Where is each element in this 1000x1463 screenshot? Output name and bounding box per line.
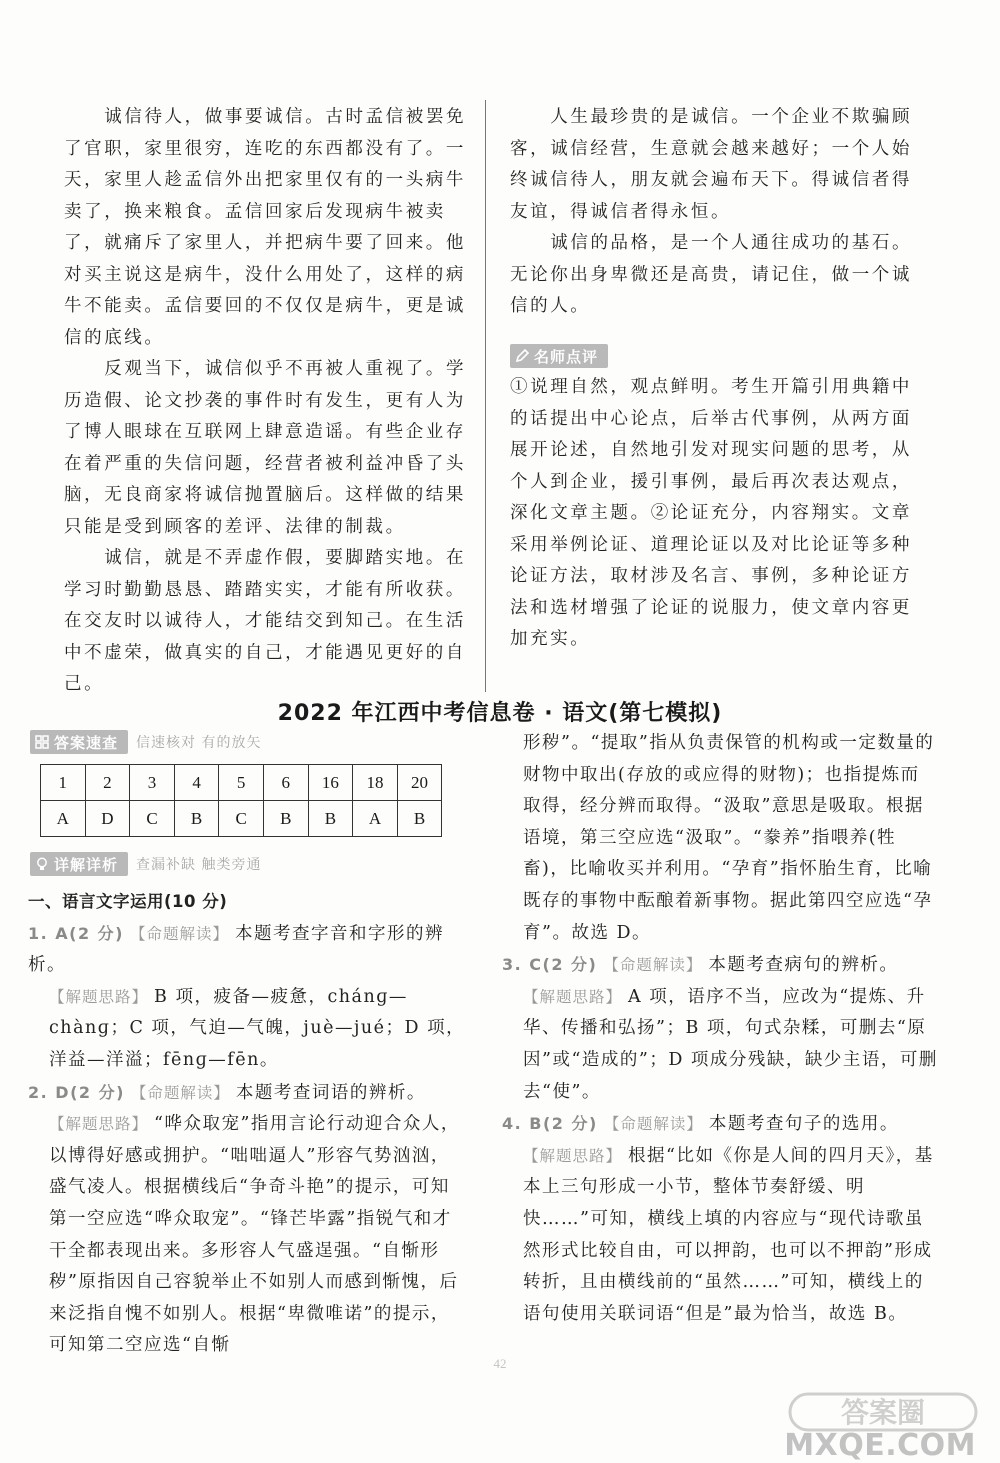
detail-subtitle: 查漏补缺 触类旁通 [136, 857, 262, 873]
answer-cell: D [85, 801, 130, 837]
question-2-analysis-continued: 形秽”。“提取”指从负责保管的机构或一定数量的财物中取出(存放的或应得的财物)；也指提炼而取得，经分辨而取得。“汲取”意思是吸取。根据语境，第三空应选“汲取”。“豢养”指喂养(牲畜)，比喻收买并利用。“孕育”指怀胎生育，比喻既存的事物中酝酿着新事物。据此第四空应选“孕育”。故选 D。 [523, 733, 935, 943]
answer-check-badge [30, 730, 128, 754]
grid-icon [34, 734, 50, 750]
question-number: 2. D(2 分) [28, 1082, 125, 1102]
answer-cell: B [397, 801, 442, 837]
pen-icon [514, 348, 530, 364]
question-cell: 20 [397, 765, 442, 801]
teacher-review-badge [510, 344, 608, 368]
approach-tag: 【解题思路】 [523, 1146, 623, 1165]
approach-tag: 【解题思路】 [523, 987, 623, 1006]
approach-tag: 【解题思路】 [49, 987, 149, 1006]
question-number-row [41, 765, 442, 801]
question-4 [502, 1108, 938, 1141]
question-cell: 4 [174, 765, 219, 801]
approach-text: A 项，语序不当，应改为“提炼、升华、传播和弘扬”；B 项，句式杂糅，可删去“原因”或“造成的”；D 项成分残缺，缺少主语，可删去“使”。 [523, 986, 938, 1102]
proposition-text: 本题考查病句的辨析。 [708, 955, 899, 976]
question-cell: 1 [41, 765, 86, 801]
question-2 [28, 1077, 468, 1110]
approach-text: 根据“比如《你是人间的四月天》，基本上三句形成一小节，整体节奏舒缓、明快……”可知，横线上填的内容应与“现代诗歌虽然形式比较自由，可以押韵，也可以不押韵”形成转折，且由横线前的“虽然……”可知，横线上的语句使用关联词语“但是”最为恰当，故选 B。 [523, 1145, 934, 1324]
answer-cell: B [263, 801, 308, 837]
detail-header [30, 852, 261, 876]
essay-left-column [64, 102, 468, 701]
answer-check-label: 答案速查 [54, 733, 119, 752]
essay-paragraph: 反观当下，诚信似乎不再被人重视了。学历造假、论文抄袭的事件时有发生，更有人为了博人眼球在互联网上肆意造谣。有些企业存在着严重的失信问题，经营者被利益冲昏了头脑，无良商家将诚信抛置脑后。这样做的结果只能是受到顾客的差评、法律的制裁。 [64, 359, 467, 537]
teacher-review-label: 名师点评 [534, 347, 599, 366]
question-cell: 18 [353, 765, 398, 801]
answer-check-subtitle: 信速核对 有的放矢 [136, 735, 262, 751]
watermark-text: 答案圈 [840, 1396, 926, 1429]
approach-tag: 【解题思路】 [49, 1115, 149, 1134]
question-number: 1. A(2 分) [28, 923, 124, 943]
solutions-left-column [28, 886, 468, 1362]
answer-check-header [30, 730, 261, 754]
answer-table [40, 764, 442, 837]
answer-cell: A [353, 801, 398, 837]
exam-title: 2022 年江西中考信息卷 · 语文(第七模拟) [277, 701, 723, 726]
lightbulb-icon [34, 856, 50, 872]
approach-text: “哗众取宠”指用言论行动迎合众人，以博得好感或拥护。“咄咄逼人”形容气势汹汹，盛气凌人。根据横线后“争奇斗艳”的提示，可知第一空应选“哗众取宠”。“锋芒毕露”指锐气和才干全都表现出来。多形容人气盛逞强。“自惭形秽”原指因自己容貌举止不如别人而感到惭愧，后来泛指自愧不如别人。根据“卑微唯诺”的提示，可知第二空应选“自惭 [49, 1114, 460, 1356]
question-1 [28, 918, 468, 982]
answer-cell: C [219, 801, 264, 837]
teacher-review-header [510, 344, 608, 368]
question-cell: 2 [85, 765, 130, 801]
essay-paragraph: 诚信待人，做事要诚信。古时孟信被罢免了官职，家里很穷，连吃的东西都没有了。一天，家里人趁孟信外出把家里仅有的一头病牛卖了，换来粮食。孟信回家后发现病牛被卖了，就痛斥了家里人，并把病牛要了回来。他对买主说这是病牛，没什么用处了，这样的病牛不能卖。孟信要回的不仅仅是病牛，更是诚信的底线。 [64, 107, 467, 348]
watermark-url: MXQE.COM [784, 1428, 976, 1463]
essay-paragraph: 诚信的品格，是一个人通往成功的基石。无论你出身卑微还是高贵，请记住，做一个诚信的人。 [510, 233, 913, 316]
page-number: 42 [493, 1356, 507, 1371]
proposition-tag: 【命题解读】 [603, 1115, 703, 1134]
teacher-review-text: ①说理自然，观点鲜明。考生开篇引用典籍中的话提出中心论点，后举古代事例，从两方面展开论述，自然地引发对现实问题的思考，从个人到企业，援引事例，最后再次表达观点，深化文章主题。②论证充分，内容翔实。文章采用举例论证、道理论证以及对比论证等多种论证方法，取材涉及名言、事例，多种论证方法和选材增强了论证的说服力，使文章内容更加充实。 [510, 377, 912, 649]
question-3 [502, 949, 938, 982]
approach-text: B 项，疲备—疲惫，chánɡ—chànɡ；C 项，气迫—气魄，juè—jué；D 项，洋益—洋溢；fēnɡ—fēn。 [49, 986, 466, 1070]
solutions-right-column [502, 728, 938, 1330]
question-number: 3. C(2 分) [502, 955, 598, 975]
answer-row [41, 801, 442, 837]
proposition-text: 本题考查词语的辨析。 [235, 1082, 426, 1103]
question-number: 4. B(2 分) [502, 1114, 598, 1134]
proposition-tag: 【命题解读】 [130, 924, 230, 943]
proposition-text: 本题考查句子的选用。 [708, 1114, 899, 1135]
column-divider [485, 100, 486, 692]
question-cell: 6 [263, 765, 308, 801]
question-cell: 3 [130, 765, 175, 801]
answer-cell: B [308, 801, 353, 837]
section-heading: 一、语言文字运用(10 分) [28, 892, 228, 911]
proposition-text: 本题考查字音和字形的辨析。 [28, 923, 445, 976]
proposition-tag: 【命题解读】 [603, 956, 703, 975]
question-1-analysis [28, 982, 468, 1077]
detail-label: 详解详析 [54, 855, 119, 874]
essay-right-column [510, 102, 928, 323]
essay-paragraph: 人生最珍贵的是诚信。一个企业不欺骗顾客，诚信经营，生意就会越来越好；一个人始终诚信待人，朋友就会遍布天下。得诚信者得友谊，得诚信者得永恒。 [510, 107, 913, 222]
answer-cell: A [41, 801, 86, 837]
answer-cell: B [174, 801, 219, 837]
proposition-tag: 【命题解读】 [130, 1083, 230, 1102]
detail-badge [30, 852, 128, 876]
essay-paragraph: 诚信，就是不弄虚作假，要脚踏实地。在学习时勤勤恳恳、踏踏实实，才能有所收获。在交友时以诚待人，才能结交到知己。在生活中不虚荣，做真实的自己，才能遇见更好的自己。 [64, 548, 467, 694]
question-2-analysis [28, 1109, 468, 1362]
question-cell: 5 [219, 765, 264, 801]
question-4-analysis [502, 1141, 938, 1331]
question-cell: 16 [308, 765, 353, 801]
answer-cell: C [130, 801, 175, 837]
question-3-analysis [502, 982, 938, 1108]
